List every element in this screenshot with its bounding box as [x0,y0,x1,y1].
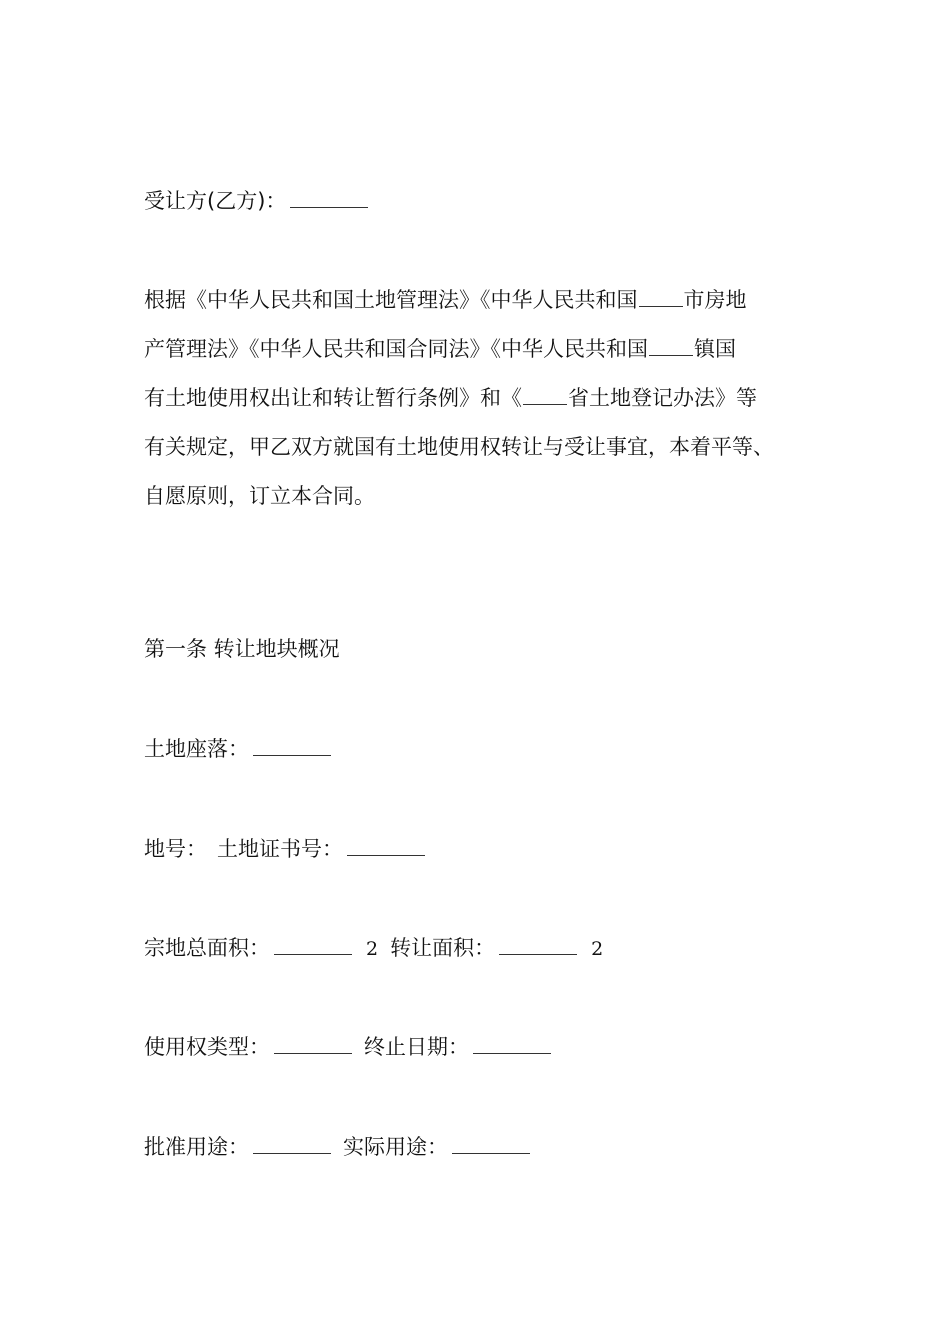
land-location-label: 土地座落： [144,737,249,761]
plot-cert-line [144,834,427,864]
land-location-blank [253,737,331,756]
preamble-text: 根据《中华人民共和国土地管理法》《中华人民共和国 [144,288,638,312]
preamble-text: 有土地使用权出让和转让暂行条例》和《 [144,386,522,410]
total-area-blank [274,936,352,955]
article-1-title [144,634,340,664]
approved-use-label: 批准用途： [144,1135,249,1159]
preamble-text: 自愿原则，订立本合同。 [144,484,375,508]
preamble-text: 市房地 [683,288,747,312]
use-line [144,1132,532,1162]
area-line [144,933,615,964]
preamble-text: 省土地登记办法》等 [568,386,757,410]
preamble-paragraph [144,276,774,521]
preamble-text: 产管理法》《中华人民共和国合同法》《中华人民共和国 [144,337,648,361]
plot-no-label: 地号： [144,837,207,861]
preamble-row-2 [144,325,774,374]
preamble-text: 镇国 [694,337,736,361]
preamble-row-1 [144,276,774,325]
end-date-blank [473,1035,551,1054]
total-area-label: 宗地总面积： [144,936,270,960]
actual-use-blank [452,1135,530,1154]
article-title-text: 第一条 转让地块概况 [144,637,340,661]
preamble-row-4 [144,423,774,472]
transferee-line [144,186,370,216]
province-blank [523,386,567,405]
city-blank [639,288,683,307]
cert-no-blank [347,837,425,856]
cert-no-label: 土地证书号： [217,837,343,861]
right-type-line [144,1032,553,1062]
right-type-blank [274,1035,352,1054]
transferee-label: 受让方(乙方)： [144,189,287,213]
transferee-blank [290,189,368,208]
preamble-text: 有关规定，甲乙双方就国有土地使用权转让与受让事宜，本着平等、 [144,435,774,459]
land-location-line [144,734,333,764]
town-blank [649,337,693,356]
preamble-row-3 [144,374,774,423]
end-date-label: 终止日期： [364,1035,469,1059]
transfer-area-blank [499,936,577,955]
preamble-row-5 [144,472,774,521]
transfer-area-label: 转让面积： [390,936,496,960]
approved-use-blank [253,1135,331,1154]
right-type-label: 使用权类型： [144,1035,270,1059]
total-area-unit: 2 [366,938,379,960]
transfer-area-unit: 2 [591,938,604,960]
actual-use-label: 实际用途： [343,1135,448,1159]
